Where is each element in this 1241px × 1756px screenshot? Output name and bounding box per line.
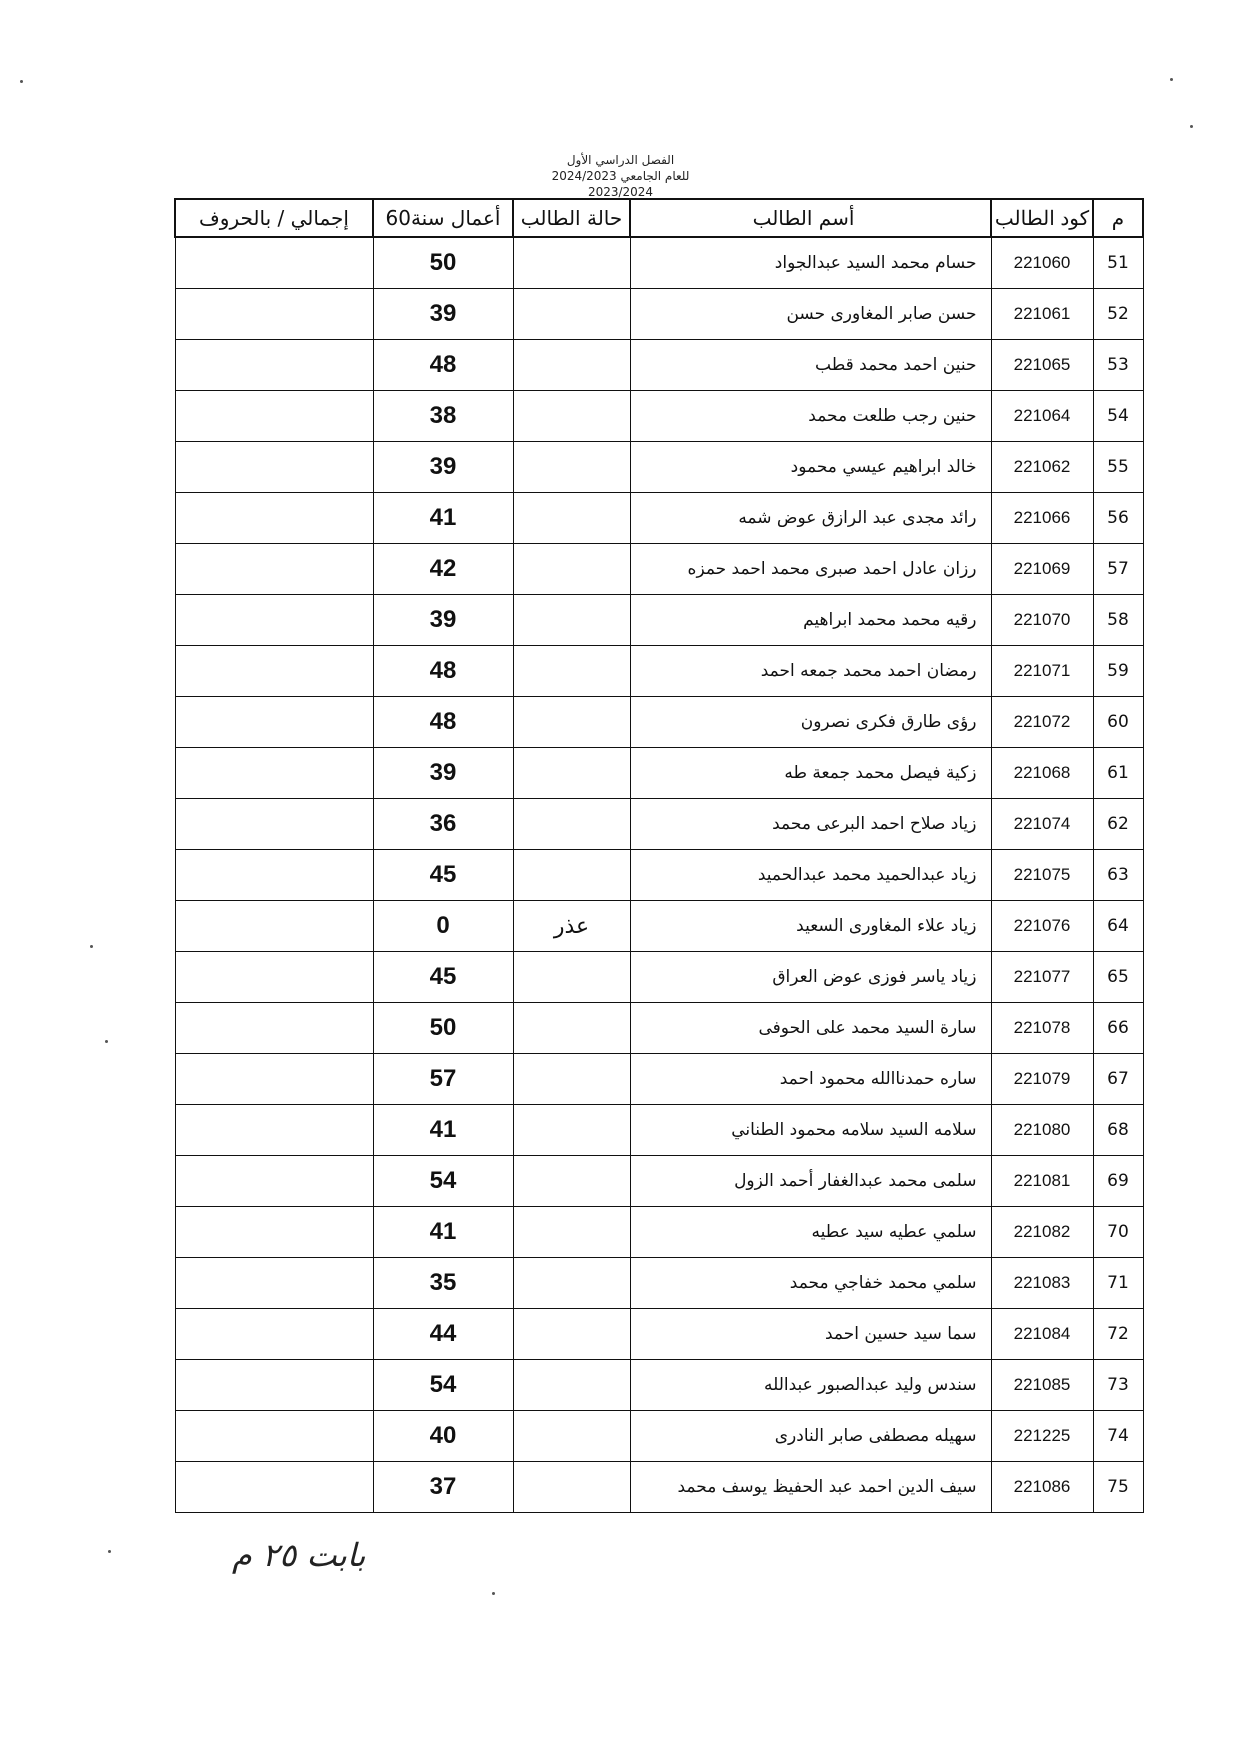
scan-speck [1190,125,1193,128]
table-row [175,901,1143,952]
col-header-student-name: أسم الطالب [630,199,991,237]
student-code: 221069 [991,544,1093,595]
year-work-score: 38 [373,391,513,442]
academic-year: 2023/2024 [587,185,654,199]
student-status [513,544,630,595]
student-status [513,493,630,544]
year-work-score: 45 [373,952,513,1003]
table-row [175,1054,1143,1105]
total-in-words [175,952,373,1003]
row-number: 75 [1093,1462,1143,1513]
total-in-words [175,646,373,697]
table-row [175,237,1143,289]
year-work-score: 41 [373,493,513,544]
total-in-words [175,1003,373,1054]
col-header-year-work: أعمال سنة60 [373,199,513,237]
student-code: 221225 [991,1411,1093,1462]
student-code: 221083 [991,1258,1093,1309]
row-number: 69 [1093,1156,1143,1207]
table-row [175,1105,1143,1156]
table-row [175,1411,1143,1462]
total-in-words [175,442,373,493]
student-code: 221077 [991,952,1093,1003]
student-name: سلمي عطيه سيد عطيه [630,1207,991,1258]
student-name: سلمى محمد عبدالغفار أحمد الزول [630,1156,991,1207]
row-number: 59 [1093,646,1143,697]
student-status: عذر [513,901,630,952]
student-code: 221064 [991,391,1093,442]
year-work-score: 39 [373,595,513,646]
student-code: 221065 [991,340,1093,391]
row-number: 55 [1093,442,1143,493]
student-status [513,1258,630,1309]
total-in-words [175,799,373,850]
table-row [175,493,1143,544]
table-row [175,697,1143,748]
student-name: حسام محمد السيد عبدالجواد [630,237,991,289]
student-status [513,1003,630,1054]
row-number: 72 [1093,1309,1143,1360]
row-number: 70 [1093,1207,1143,1258]
student-name: حسن صابر المغاورى حسن [630,289,991,340]
table-row [175,391,1143,442]
year-work-score: 57 [373,1054,513,1105]
student-name: حنين رجب طلعت محمد [630,391,991,442]
student-status [513,646,630,697]
table-row [175,1309,1143,1360]
student-name: سما سيد حسين احمد [630,1309,991,1360]
student-code: 221071 [991,646,1093,697]
row-number: 58 [1093,595,1143,646]
student-status [513,1156,630,1207]
table-row [175,1462,1143,1513]
row-number: 73 [1093,1360,1143,1411]
student-status [513,799,630,850]
total-in-words [175,544,373,595]
table-row [175,1258,1143,1309]
student-code: 221066 [991,493,1093,544]
year-work-score: 35 [373,1258,513,1309]
student-code: 221086 [991,1462,1093,1513]
student-code: 221062 [991,442,1093,493]
semester-title: الفصل الدراسي الأول [566,153,675,167]
student-code: 221079 [991,1054,1093,1105]
student-name: سلمي محمد خفاجي محمد [630,1258,991,1309]
scan-speck [20,80,23,83]
table-row [175,1360,1143,1411]
total-in-words [175,1054,373,1105]
row-number: 54 [1093,391,1143,442]
student-code: 221075 [991,850,1093,901]
total-in-words [175,901,373,952]
scan-speck [492,1592,495,1595]
student-status [513,1105,630,1156]
scan-speck [108,1550,111,1553]
row-number: 51 [1093,237,1143,289]
grades-table [174,198,1144,1513]
student-code: 221061 [991,289,1093,340]
table-row [175,340,1143,391]
year-work-score: 54 [373,1156,513,1207]
table-row [175,1156,1143,1207]
student-code: 221072 [991,697,1093,748]
year-work-score: 42 [373,544,513,595]
year-work-score: 37 [373,1462,513,1513]
student-status [513,289,630,340]
student-code: 221081 [991,1156,1093,1207]
total-in-words [175,289,373,340]
total-in-words [175,1462,373,1513]
student-name: سندس وليد عبدالصبور عبدالله [630,1360,991,1411]
student-name: رمضان احمد محمد جمعه احمد [630,646,991,697]
table-row [175,289,1143,340]
row-number: 74 [1093,1411,1143,1462]
student-status [513,1360,630,1411]
total-in-words [175,1360,373,1411]
student-status [513,1207,630,1258]
col-header-student-status: حالة الطالب [513,199,630,237]
table-row [175,544,1143,595]
year-work-score: 54 [373,1360,513,1411]
total-in-words [175,493,373,544]
year-work-score: 50 [373,237,513,289]
row-number: 68 [1093,1105,1143,1156]
student-name: خالد ابراهيم عيسي محمود [630,442,991,493]
student-code: 221074 [991,799,1093,850]
scan-speck [105,1040,108,1043]
total-in-words [175,1411,373,1462]
year-work-score: 45 [373,850,513,901]
year-work-score: 36 [373,799,513,850]
scan-speck [90,945,93,948]
scan-speck [1170,78,1173,81]
year-work-score: 48 [373,646,513,697]
student-code: 221085 [991,1360,1093,1411]
year-work-score: 48 [373,697,513,748]
student-name: رؤى طارق فكرى نصرون [630,697,991,748]
student-name: زياد علاء المغاورى السعيد [630,901,991,952]
student-status [513,1309,630,1360]
total-in-words [175,1258,373,1309]
row-number: 65 [1093,952,1143,1003]
year-work-score: 39 [373,442,513,493]
row-number: 61 [1093,748,1143,799]
total-in-words [175,1309,373,1360]
student-status [513,1462,630,1513]
year-work-score: 41 [373,1105,513,1156]
student-name: ساره حمدناالله محمود احمد [630,1054,991,1105]
row-number: 52 [1093,289,1143,340]
student-status [513,1054,630,1105]
student-status [513,391,630,442]
table-row [175,850,1143,901]
year-work-score: 50 [373,1003,513,1054]
student-status [513,697,630,748]
student-status [513,748,630,799]
row-number: 63 [1093,850,1143,901]
student-code: 221078 [991,1003,1093,1054]
student-name: حنين احمد محمد قطب [630,340,991,391]
student-name: زكية فيصل محمد جمعة طه [630,748,991,799]
table-row [175,952,1143,1003]
row-number: 67 [1093,1054,1143,1105]
student-name: زياد عبدالحميد محمد عبدالحميد [630,850,991,901]
row-number: 71 [1093,1258,1143,1309]
student-code: 221068 [991,748,1093,799]
col-header-student-code: كود الطالب [991,199,1093,237]
table-row [175,646,1143,697]
total-in-words [175,340,373,391]
student-name: سارة السيد محمد على الحوفى [630,1003,991,1054]
total-in-words [175,850,373,901]
total-in-words [175,1105,373,1156]
total-in-words [175,237,373,289]
row-number: 66 [1093,1003,1143,1054]
student-status [513,340,630,391]
handwritten-signature: بابت ٢٥ م [232,1536,366,1574]
row-number: 53 [1093,340,1143,391]
total-in-words [175,595,373,646]
total-in-words [175,748,373,799]
student-code: 221080 [991,1105,1093,1156]
table-row [175,595,1143,646]
student-status [513,595,630,646]
student-status [513,237,630,289]
student-code: 221060 [991,237,1093,289]
col-header-number: م [1093,199,1143,237]
year-work-score: 0 [373,901,513,952]
year-work-score: 44 [373,1309,513,1360]
table-row [175,799,1143,850]
student-name: سيف الدين احمد عبد الحفيظ يوسف محمد [630,1462,991,1513]
student-name: سلامه السيد سلامه محمود الطناني [630,1105,991,1156]
year-work-score: 39 [373,289,513,340]
student-code: 221070 [991,595,1093,646]
student-status [513,1411,630,1462]
student-name: سهيله مصطفى صابر النادرى [630,1411,991,1462]
student-code: 221084 [991,1309,1093,1360]
academic-year-line: للعام الجامعي 2024/2023 [551,169,690,183]
year-work-score: 41 [373,1207,513,1258]
col-header-total-in-words: إجمالي / بالحروف [175,199,373,237]
student-code: 221076 [991,901,1093,952]
total-in-words [175,697,373,748]
student-name: رقيه محمد محمد ابراهيم [630,595,991,646]
table-row [175,1003,1143,1054]
student-name: زياد صلاح احمد البرعى محمد [630,799,991,850]
row-number: 64 [1093,901,1143,952]
row-number: 60 [1093,697,1143,748]
year-work-score: 40 [373,1411,513,1462]
table-row [175,1207,1143,1258]
student-name: رائد مجدى عبد الرازق عوض شمه [630,493,991,544]
row-number: 56 [1093,493,1143,544]
student-code: 221082 [991,1207,1093,1258]
total-in-words [175,1156,373,1207]
total-in-words [175,1207,373,1258]
table-body [175,237,1143,1513]
table-row [175,442,1143,493]
total-in-words [175,391,373,442]
row-number: 57 [1093,544,1143,595]
student-name: زياد ياسر فوزى عوض العراق [630,952,991,1003]
student-status [513,952,630,1003]
year-work-score: 48 [373,340,513,391]
student-status [513,850,630,901]
student-name: رزان عادل احمد صبرى محمد احمد حمزه [630,544,991,595]
table-row [175,748,1143,799]
table-header-row [175,199,1143,237]
row-number: 62 [1093,799,1143,850]
student-status [513,442,630,493]
year-work-score: 39 [373,748,513,799]
